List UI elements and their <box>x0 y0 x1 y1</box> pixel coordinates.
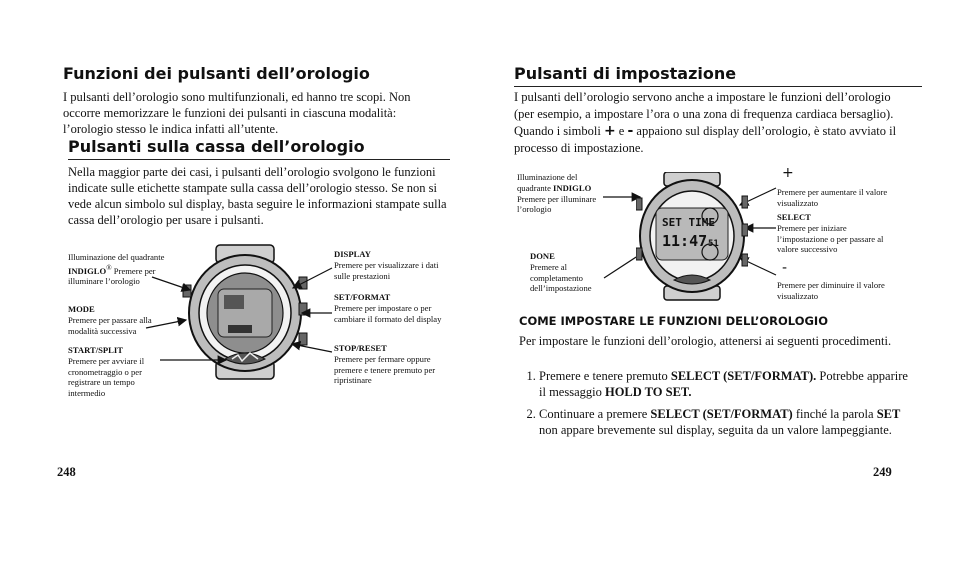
right-intro-paragraph <box>514 89 899 157</box>
page-number-right: 249 <box>873 465 892 479</box>
plus-symbol: + <box>603 123 616 139</box>
select-title: SELECT <box>777 212 811 222</box>
start-split-title: START/SPLIT <box>68 345 123 355</box>
step-1-text-a: Premere e tenere premuto <box>539 369 668 383</box>
mode-description: Premere per passare alla modalità successiva <box>68 314 152 336</box>
callout-plus-symbol: + <box>782 165 794 181</box>
subheading-how-to-set: COME IMPOSTARE LE FUNZIONI DELL’OROLOGIO <box>519 314 828 328</box>
step-2-text-c: finché la parola <box>795 407 874 421</box>
set-format-title: SET/FORMAT <box>334 292 391 302</box>
step-2 <box>539 406 914 438</box>
stop-reset-title: STOP/RESET <box>334 343 387 353</box>
indiglo-description: Premere per illuminare l’orologio <box>68 265 156 287</box>
display-description: Premere per visualizzare i dati sulle prestazioni <box>334 259 439 281</box>
mode-title: MODE <box>68 304 95 314</box>
indiglo-label: Illuminazione del quadrante <box>68 252 165 262</box>
watch-illustration-right <box>636 172 748 302</box>
callout-indiglo-right <box>517 172 607 215</box>
indiglo-description-right: Premere per illuminare l’orologio <box>517 193 597 215</box>
page-number-left: 248 <box>57 465 76 479</box>
display-line1: SET TIME <box>662 216 715 229</box>
display-seconds: 51 <box>708 239 719 249</box>
procedure-steps <box>519 368 914 444</box>
display-line2: 11:47 <box>662 232 708 250</box>
callout-plus-description: Premere per aumentare il valore visualizzato <box>777 187 888 208</box>
set-format-description: Premere per impostare o per cambiare il formato del display <box>334 302 442 324</box>
step-2-set-word: SET <box>876 407 901 421</box>
callout-minus-description: Premere per diminuire il valore visualizzato <box>777 280 885 301</box>
callout-display <box>334 249 444 281</box>
right-intro-text-b: appaiono sul display dell’orologio, è stato avviato il processo di impostazione. <box>514 124 897 155</box>
stop-reset-description: Premere per fermare oppure premere e tenere premuto per ripristinare <box>334 353 436 386</box>
done-title: DONE <box>530 251 555 261</box>
select-description: Premere per iniziare l’impostazione o per passare al valore successivo <box>777 222 884 255</box>
callout-start-split <box>68 345 164 399</box>
step-2-text-e: non appare brevemente sul display, seguita da un valore lampeggiante. <box>539 423 892 437</box>
callout-done <box>530 251 610 294</box>
left-heading-button-functions: Funzioni dei pulsanti dell’orologio <box>63 64 370 83</box>
step-1-hold-to-set: HOLD TO SET. <box>604 385 692 399</box>
left-intro-paragraph: I pulsanti dell’orologio sono multifunzionali, ed hanno tre scopi. Non occorre memorizzare le funzioni dei pulsanti in ciascuna modalità: l’orologio stesso le indica infatti all’utente. <box>63 90 411 136</box>
done-description: Premere al completamento dell’impostazione <box>530 261 592 294</box>
minus-symbol: - <box>627 123 634 139</box>
indiglo-label-right: Illuminazione del quadrante <box>517 172 578 193</box>
left-heading-case-buttons: Pulsanti sulla cassa dell’orologio <box>68 137 450 160</box>
right-procedure-intro: Per impostare le funzioni dell’orologio, attenersi ai seguenti procedimenti. <box>519 334 892 348</box>
display-title: DISPLAY <box>334 249 371 259</box>
callout-minus-symbol: - <box>782 260 788 276</box>
callout-set-format <box>334 292 444 324</box>
right-heading-setup-buttons: Pulsanti di impostazione <box>514 64 922 87</box>
step-1 <box>539 368 914 400</box>
step-1-select: SELECT (SET/FORMAT). <box>670 369 817 383</box>
indiglo-brand: INDIGLO <box>68 265 107 276</box>
left-case-paragraph: Nella maggior parte dei casi, i pulsanti dell’orologio svolgono le funzioni indicate sulle etichette stampate sulla cassa dell’orologio stesso. Se non si vede alcun simbolo sul display, basta seguire le informazioni stampate sulla cassa dell’orologio per usare i pulsanti. <box>68 165 447 227</box>
start-split-description: Premere per avviare il cronometraggio o per registrare un tempo intermedio <box>68 355 145 399</box>
step-2-text-a: Continuare a premere <box>539 407 648 421</box>
step-2-select: SELECT (SET/FORMAT) <box>650 407 793 421</box>
callout-mode <box>68 304 178 336</box>
indiglo-brand-right: INDIGLO <box>553 182 592 193</box>
step-1-text-c: Potrebbe apparire il messaggio <box>539 369 908 399</box>
callout-stop-reset <box>334 343 454 386</box>
callout-select <box>777 212 899 255</box>
and-word: e <box>618 124 625 138</box>
callout-indiglo-left <box>68 252 178 287</box>
registered-mark: ® <box>106 263 112 272</box>
right-intro-text-a: I pulsanti dell’orologio servono anche a impostare le funzioni dell’orologio (per esempio, a impostare l’ora o una zona di frequenza cardiaca bersaglio). Quando i simboli <box>514 90 894 138</box>
